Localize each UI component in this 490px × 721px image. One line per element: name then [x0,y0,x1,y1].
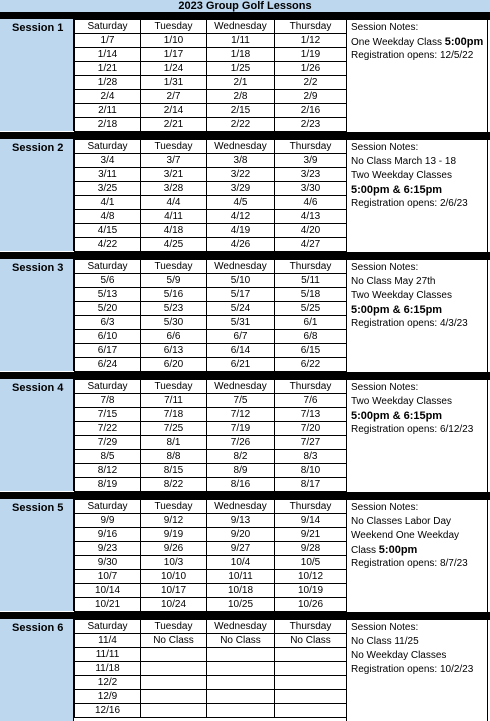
table-row [75,330,347,344]
note-line: Session Notes: [351,262,419,273]
date-cell: 10/4 [207,556,275,570]
session-label: Session 6 [12,622,64,634]
date-cell [275,690,347,704]
table-row [75,450,347,464]
date-cell: 6/10 [75,330,141,344]
date-cell: 1/7 [75,34,141,48]
date-cell: 1/31 [141,76,207,90]
table-row [75,182,347,196]
session-label-cell [0,19,74,131]
date-cell: 10/11 [207,570,275,584]
date-cell [141,676,207,690]
table-row [75,62,347,76]
session-label: Session 2 [12,142,64,154]
date-cell [141,690,207,704]
date-cell: 8/17 [275,478,347,492]
day-header-cell: Wednesday [207,500,275,514]
date-cell [275,704,347,718]
session-block [0,619,490,721]
date-cell: 6/20 [141,358,207,372]
day-header-row [75,260,347,274]
date-cell: 10/21 [75,598,141,612]
date-cell: 4/18 [141,224,207,238]
date-cell [207,690,275,704]
date-cell: 3/28 [141,182,207,196]
day-header-cell: Thursday [275,380,347,394]
date-cell: 8/9 [207,464,275,478]
session-dates-table [74,139,347,252]
date-cell: 4/27 [275,238,347,252]
date-cell: 9/12 [141,514,207,528]
table-row [75,528,347,542]
note-line: Registration opens: 6/12/23 [351,424,474,435]
date-cell: 10/19 [275,584,347,598]
date-cell: 6/1 [275,316,347,330]
date-cell: 1/18 [207,48,275,62]
date-cell: 4/19 [207,224,275,238]
date-cell: 7/26 [207,436,275,450]
table-row [75,556,347,570]
date-cell: 1/28 [75,76,141,90]
session-dates-table [74,379,347,492]
date-cell: 9/14 [275,514,347,528]
date-cell: 7/5 [207,394,275,408]
day-header-row [75,140,347,154]
date-cell: 1/25 [207,62,275,76]
table-row [75,302,347,316]
date-cell [207,676,275,690]
day-header-cell: Tuesday [141,620,207,634]
date-cell: 3/23 [275,168,347,182]
table-row [75,570,347,584]
date-cell: 7/19 [207,422,275,436]
date-cell: 2/2 [275,76,347,90]
date-cell: 5/25 [275,302,347,316]
note-line: No Weekday Classes [351,650,447,661]
date-cell [141,648,207,662]
table-row [75,542,347,556]
date-cell: 8/1 [141,436,207,450]
date-cell: 11/18 [75,662,141,676]
day-header-row [75,620,347,634]
date-cell: 10/7 [75,570,141,584]
date-cell: 12/9 [75,690,141,704]
date-cell: 9/13 [207,514,275,528]
date-cell: 9/23 [75,542,141,556]
date-cell: 6/3 [75,316,141,330]
table-row [75,34,347,48]
table-row [75,358,347,372]
session-dates-table [74,619,347,718]
date-cell: 7/22 [75,422,141,436]
table-row [75,704,347,718]
date-cell: 4/5 [207,196,275,210]
table-row [75,168,347,182]
date-cell: 3/7 [141,154,207,168]
day-header-cell: Thursday [275,500,347,514]
table-row [75,648,347,662]
session-notes [346,19,490,131]
date-cell: 8/16 [207,478,275,492]
day-header-cell: Tuesday [141,380,207,394]
session-label-cell [0,259,74,371]
session-block [0,259,490,371]
session-dates-table [74,499,347,612]
session-label: Session 3 [12,262,64,274]
date-cell: 3/21 [141,168,207,182]
date-cell: 1/11 [207,34,275,48]
date-cell: 2/18 [75,118,141,132]
table-row [75,598,347,612]
date-cell: 4/8 [75,210,141,224]
date-cell: 7/20 [275,422,347,436]
table-row [75,344,347,358]
date-cell: 10/26 [275,598,347,612]
date-cell: 3/4 [75,154,141,168]
date-cell: 9/9 [75,514,141,528]
date-cell [275,676,347,690]
table-row [75,224,347,238]
date-cell [141,662,207,676]
note-line: Session Notes: [351,622,419,633]
date-cell: 9/27 [207,542,275,556]
date-cell: 3/8 [207,154,275,168]
date-cell: 3/29 [207,182,275,196]
date-cell: 5/13 [75,288,141,302]
date-cell: No Class [141,634,207,648]
date-cell: 10/3 [141,556,207,570]
session-label: Session 1 [12,22,64,34]
note-time-emphasis: 5:00pm [378,544,418,556]
date-cell: 5/6 [75,274,141,288]
day-header-row [75,380,347,394]
session-dates-table [74,19,347,132]
date-cell: 5/16 [141,288,207,302]
date-cell: 8/15 [141,464,207,478]
note-line: Class 5:00pm [351,544,418,556]
date-cell: 10/10 [141,570,207,584]
table-row [75,210,347,224]
date-cell: 7/18 [141,408,207,422]
note-line [351,410,442,422]
note-line: No Class 11/25 [351,636,419,647]
date-cell: 1/12 [275,34,347,48]
day-header-cell: Wednesday [207,260,275,274]
date-cell: 4/26 [207,238,275,252]
date-cell: 8/3 [275,450,347,464]
day-header-cell: Tuesday [141,260,207,274]
date-cell: 6/14 [207,344,275,358]
date-cell: 7/15 [75,408,141,422]
date-cell: 2/7 [141,90,207,104]
table-row [75,422,347,436]
date-cell: 8/12 [75,464,141,478]
date-cell: 5/18 [275,288,347,302]
date-cell: 10/5 [275,556,347,570]
date-cell: 8/10 [275,464,347,478]
date-cell: 2/11 [75,104,141,118]
table-row [75,76,347,90]
day-header-cell: Thursday [275,620,347,634]
note-line: Registration opens: 10/2/23 [351,664,474,675]
day-header-cell: Wednesday [207,380,275,394]
date-cell: 7/6 [275,394,347,408]
day-header-cell: Wednesday [207,140,275,154]
day-header-cell: Tuesday [141,500,207,514]
date-cell: 2/23 [275,118,347,132]
date-cell: 9/16 [75,528,141,542]
date-cell: 12/2 [75,676,141,690]
table-row [75,676,347,690]
day-header-cell: Saturday [75,20,141,34]
session-notes [346,499,490,611]
day-header-cell: Thursday [275,20,347,34]
date-cell: 2/21 [141,118,207,132]
date-cell: 3/22 [207,168,275,182]
note-time-emphasis: 5:00pm & 6:15pm [351,410,443,422]
session-notes [346,139,490,251]
date-cell: 1/24 [141,62,207,76]
date-cell: 10/25 [207,598,275,612]
date-cell: 4/22 [75,238,141,252]
note-line: Registration opens: 8/7/23 [351,558,468,569]
table-row [75,408,347,422]
date-cell: 5/10 [207,274,275,288]
date-cell: 8/5 [75,450,141,464]
date-cell: 7/13 [275,408,347,422]
date-cell: 2/16 [275,104,347,118]
date-cell: 7/12 [207,408,275,422]
date-cell: 4/6 [275,196,347,210]
date-cell: 12/16 [75,704,141,718]
date-cell: 9/21 [275,528,347,542]
note-line [351,304,442,316]
date-cell: 7/8 [75,394,141,408]
day-header-cell: Wednesday [207,620,275,634]
note-line: Weekend One Weekday [351,530,460,541]
session-block [0,499,490,611]
date-cell: 7/11 [141,394,207,408]
session-notes [346,259,490,371]
date-cell: 8/19 [75,478,141,492]
right-border [487,12,488,721]
day-header-cell: Thursday [275,260,347,274]
note-line: Session Notes: [351,142,419,153]
note-line: Registration opens: 12/5/22 [351,50,474,61]
date-cell: 10/17 [141,584,207,598]
date-cell: 7/25 [141,422,207,436]
date-cell [275,662,347,676]
table-row [75,478,347,492]
date-cell: 6/17 [75,344,141,358]
note-line: No Classes Labor Day [351,516,452,527]
note-line: Two Weekday Classes [351,170,452,181]
table-row [75,274,347,288]
date-cell: 1/21 [75,62,141,76]
note-line: Session Notes: [351,22,419,33]
date-cell: 6/24 [75,358,141,372]
date-cell: 5/24 [207,302,275,316]
date-cell: 5/11 [275,274,347,288]
date-cell: 9/19 [141,528,207,542]
date-cell: 3/25 [75,182,141,196]
date-cell [275,648,347,662]
day-header-cell: Saturday [75,500,141,514]
table-row [75,196,347,210]
session-label-cell [0,379,74,491]
note-line: One Weekday Class 5:00pm [351,36,484,48]
table-row [75,464,347,478]
date-cell: 3/11 [75,168,141,182]
note-line: Session Notes: [351,382,419,393]
date-cell: 4/1 [75,196,141,210]
date-cell: 2/8 [207,90,275,104]
date-cell: 3/30 [275,182,347,196]
note-line: Registration opens: 4/3/23 [351,318,468,329]
table-row [75,316,347,330]
day-header-cell: Thursday [275,140,347,154]
session-dates-table [74,259,347,372]
note-line: No Class March 13 - 18 [351,156,457,167]
note-line: Two Weekday Classes [351,290,452,301]
date-cell: 5/30 [141,316,207,330]
date-cell: 9/20 [207,528,275,542]
note-time-emphasis: 5:00pm [444,36,484,48]
table-row [75,48,347,62]
date-cell: 9/28 [275,542,347,556]
date-cell: 6/7 [207,330,275,344]
date-cell: 2/4 [75,90,141,104]
note-time-emphasis: 5:00pm & 6:15pm [351,184,443,196]
date-cell: 5/9 [141,274,207,288]
date-cell: 8/2 [207,450,275,464]
session-label-cell [0,619,74,721]
date-cell: 6/13 [141,344,207,358]
date-cell [207,704,275,718]
date-cell: No Class [207,634,275,648]
day-header-cell: Saturday [75,140,141,154]
date-cell: 6/21 [207,358,275,372]
date-cell: 7/29 [75,436,141,450]
note-line: Two Weekday Classes [351,396,452,407]
date-cell [141,704,207,718]
session-label: Session 5 [12,502,64,514]
date-cell: 8/8 [141,450,207,464]
table-row [75,584,347,598]
date-cell: 9/26 [141,542,207,556]
date-cell: 2/1 [207,76,275,90]
date-cell: 9/30 [75,556,141,570]
date-cell: 8/22 [141,478,207,492]
sheet-title: 2023 Group Golf Lessons [0,0,490,13]
table-row [75,118,347,132]
date-cell: 10/12 [275,570,347,584]
day-header-cell: Tuesday [141,140,207,154]
date-cell: 4/15 [75,224,141,238]
day-header-cell: Tuesday [141,20,207,34]
session-block [0,139,490,251]
session-notes [346,619,490,721]
date-cell: 1/26 [275,62,347,76]
session-label: Session 4 [12,382,64,394]
date-cell: 6/15 [275,344,347,358]
date-cell: 6/6 [141,330,207,344]
date-cell: 4/20 [275,224,347,238]
date-cell: 5/20 [75,302,141,316]
note-line: No Class May 27th [351,276,436,287]
date-cell: 10/18 [207,584,275,598]
date-cell: 4/11 [141,210,207,224]
table-row [75,288,347,302]
day-header-cell: Saturday [75,260,141,274]
date-cell: 11/11 [75,648,141,662]
note-line: Registration opens: 2/6/23 [351,198,468,209]
day-header-row [75,20,347,34]
table-row [75,394,347,408]
date-cell: 5/23 [141,302,207,316]
date-cell [207,648,275,662]
note-line [351,184,442,196]
date-cell: 4/12 [207,210,275,224]
note-line: Session Notes: [351,502,419,513]
date-cell: 11/4 [75,634,141,648]
session-notes [346,379,490,491]
date-cell: 10/24 [141,598,207,612]
date-cell: 6/22 [275,358,347,372]
date-cell: 2/9 [275,90,347,104]
date-cell: 10/14 [75,584,141,598]
date-cell: No Class [275,634,347,648]
table-row [75,154,347,168]
date-cell: 6/8 [275,330,347,344]
date-cell: 4/4 [141,196,207,210]
note-time-emphasis: 5:00pm & 6:15pm [351,304,443,316]
table-row [75,634,347,648]
table-row [75,90,347,104]
date-cell [207,662,275,676]
day-header-row [75,500,347,514]
date-cell: 5/31 [207,316,275,330]
date-cell: 4/13 [275,210,347,224]
date-cell: 1/10 [141,34,207,48]
date-cell: 1/14 [75,48,141,62]
table-row [75,514,347,528]
date-cell: 5/17 [207,288,275,302]
session-block [0,379,490,491]
date-cell: 2/14 [141,104,207,118]
table-row [75,436,347,450]
session-label-cell [0,139,74,251]
date-cell: 4/25 [141,238,207,252]
table-row [75,690,347,704]
day-header-cell: Wednesday [207,20,275,34]
date-cell: 3/9 [275,154,347,168]
day-header-cell: Saturday [75,620,141,634]
table-row [75,238,347,252]
date-cell: 2/15 [207,104,275,118]
table-row [75,104,347,118]
session-label-cell [0,499,74,611]
date-cell: 7/27 [275,436,347,450]
day-header-cell: Saturday [75,380,141,394]
session-block [0,19,490,131]
date-cell: 2/22 [207,118,275,132]
table-row [75,662,347,676]
date-cell: 1/17 [141,48,207,62]
date-cell: 1/19 [275,48,347,62]
